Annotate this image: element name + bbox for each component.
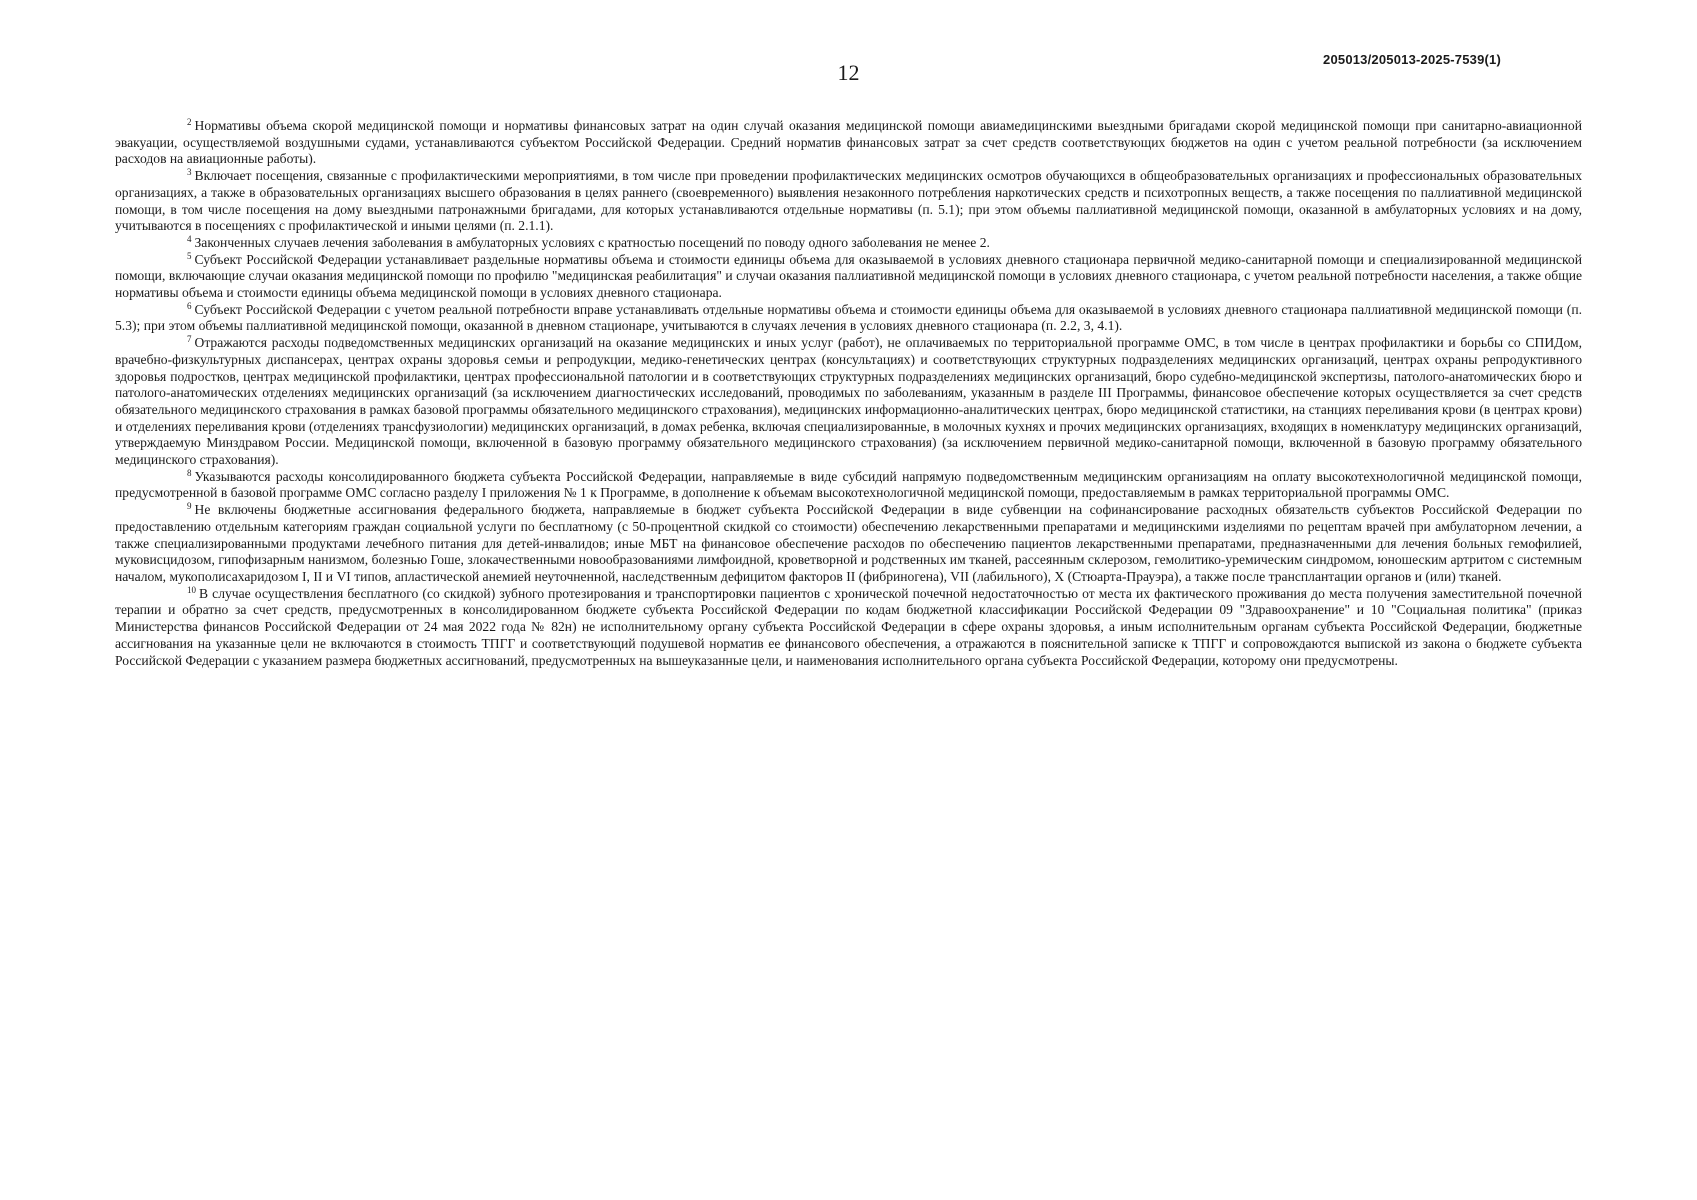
footnote-9 [115, 502, 1582, 586]
footnote-text: Субъект Российской Федерации с учетом реальной потребности вправе устанавливать отдельные нормативы объема и стоимости единицы объема для оказываемой в условиях дневного стационара паллиативной медицинской помощи (п. 5.3); при этом объемы паллиативной медицинской помощи, оказанной в дневном стационаре, учитываются в случаях лечения в условиях дневного стационара (п. 2.2, 3, 4.1). [115, 301, 1582, 334]
footnote-marker: 9 [187, 501, 192, 512]
footnote-text: Субъект Российской Федерации устанавливает раздельные нормативы объема и стоимости единицы объема для оказываемой в условиях дневного стационара первичной медико-санитарной помощи и специализированной медицинской помощи, включающие случаи оказания медицинской помощи по профилю "медицинская реабилитация" и случаи оказания паллиативной медицинской помощи в условиях дневного стационара, с учетом реальной потребности населения, а также общие нормативы объема и стоимости единицы объема медицинской помощи в условиях дневного стационара. [115, 251, 1582, 301]
footnote-8 [115, 469, 1582, 502]
document-id: 205013/205013-2025-7539(1) [1323, 52, 1501, 67]
footnote-marker: 10 [187, 584, 196, 595]
footnote-3 [115, 168, 1582, 235]
page-number: 12 [837, 60, 860, 85]
footnote-2 [115, 118, 1582, 168]
footnotes-section [115, 118, 1582, 669]
footnote-10 [115, 586, 1582, 670]
footnote-marker: 8 [187, 467, 192, 478]
footnote-5 [115, 252, 1582, 302]
footnote-marker: 4 [187, 233, 192, 244]
footnote-text: Указываются расходы консолидированного бюджета субъекта Российской Федерации, направляемые в виде субсидий напрямую подведомственным медицинским организациям на оплату высокотехнологичной медицинской помощи, предусмотренной в базовой программе ОМС согласно разделу I приложения № 1 к Программе, в дополнение к объемам высокотехнологичной медицинской помощи, предоставляемым в рамках территориальной программы ОМС. [115, 468, 1582, 501]
footnote-7 [115, 335, 1582, 469]
footnote-text: Включает посещения, связанные с профилактическими мероприятиями, в том числе при проведении профилактических медицинских осмотров обучающихся в общеобразовательных организациях и профессиональных образовательных организациях, а также в образовательных организациях высшего образования в целях раннего (своевременного) выявления незаконного потребления наркотических средств и психотропных веществ, а также посещения по паллиативной медицинской помощи, в том числе посещения на дому выездными патронажными бригадами, для которых устанавливаются отдельные нормативы (п. 5.1); при этом объемы паллиативной медицинской помощи, оказанной в амбулаторных условиях и на дому, учитываются в посещениях с профилактической и иными целями (п. 2.1.1). [115, 168, 1582, 234]
footnote-marker: 7 [187, 334, 192, 345]
footnote-text: В случае осуществления бесплатного (со скидкой) зубного протезирования и транспортировки пациентов с хронической почечной недостаточностью от места их фактического проживания до места получения заместительной почечной терапии и обратно за счет средств, предусмотренных в консолидированном бюджете субъекта Российской Федерации по кодам бюджетной классификации Российской Федерации 09 "Здравоохранение" и 10 "Социальная политика" (приказ Министерства финансов Российской Федерации от 24 мая 2022 года № 82н) не исполнительному органу субъекта Российской Федерации в сфере охраны здоровья, а иным исполнительным органам субъекта Российской Федерации, бюджетные ассигнования на указанные цели не включаются в стоимость ТПГГ и соответствующий подушевой норматив ее финансового обеспечения, а отражаются в пояснительной записке к ТПГГ и сопровождаются выпиской из закона о бюджете субъекта Российской Федерации с указанием размера бюджетных ассигнований, предусмотренных на вышеуказанные цели, и наименования исполнительного органа субъекта Российской Федерации, которому они предусмотрены. [115, 585, 1582, 668]
footnote-marker: 3 [187, 167, 192, 178]
footnote-marker: 6 [187, 300, 192, 311]
footnote-marker: 5 [187, 250, 192, 261]
footnote-4 [115, 235, 1582, 252]
footnote-6 [115, 302, 1582, 335]
footnote-text: Отражаются расходы подведомственных медицинских организаций на оказание медицинских и иных услуг (работ), не оплачиваемых по территориальной программе ОМС, в том числе в центрах профилактики и борьбы со СПИДом, врачебно-физкультурных диспансерах, центрах охраны здоровья семьи и репродукции, медико-генетических центрах (консультациях) и соответствующих структурных подразделениях медицинских организаций, центрах охраны репродуктивного здоровья подростков, центрах медицинской профилактики, центрах профессиональной патологии и в соответствующих структурных подразделениях медицинских организаций, бюро судебно-медицинской экспертизы, патолого-анатомических бюро и патолого-анатомических отделениях медицинских организаций (за исключением диагностических исследований, проводимых по заболеваниям, указанным в разделе III Программы, финансовое обеспечение которых осуществляется за счет средств обязательного медицинского страхования в рамках базовой программы обязательного медицинского страхования), медицинских информационно-аналитических центрах, бюро медицинской статистики, на станциях переливания крови (в центрах крови) и отделениях переливания крови (отделениях трансфузиологии) медицинских организаций, в домах ребенка, включая специализированные, в молочных кухнях и прочих медицинских организациях, входящих в номенклатуру медицинских организаций, утверждаемую Минздравом России. Медицинской помощи, включенной в базовую программу обязательного медицинского страхования) (за исключением первичной медико-санитарной помощи, включенной в базовую программу обязательного медицинского страхования). [115, 335, 1582, 468]
footnote-marker: 2 [187, 117, 192, 127]
footnote-text: Законченных случаев лечения заболевания в амбулаторных условиях с кратностью посещений по поводу одного заболевания не менее 2. [194, 234, 990, 250]
footnote-text: Не включены бюджетные ассигнования федерального бюджета, направляемые в бюджет субъекта Российской Федерации в виде субвенции на софинансирование расходных обязательств субъектов Российской Федерации по предоставлению отдельным категориям граждан социальной услуги по бесплатному (с 50-процентной скидкой со стоимости) обеспечению лекарственными препаратами и медицинскими изделиями по рецептам врачей при амбулаторном лечении, а также специализированными продуктами лечебного питания для детей-инвалидов; иные МБТ на финансовое обеспечение расходов по обеспечению пациентов лекарственными препаратами, предназначенными для лечения больных гемофилией, муковисцидозом, гипофизарным нанизмом, болезнью Гоше, злокачественными новообразованиями лимфоидной, кроветворной и родственных им тканей, рассеянным склерозом, гемолитико-уремическим синдромом, юношеским артритом с системным началом, мукополисахаридозом I, II и VI типов, апластической анемией неуточненной, наследственным дефицитом факторов II (фибриногена), VII (лабильного), X (Стюарта-Прауэра), а также после трансплантации органов и (или) тканей. [115, 502, 1582, 584]
footnote-text: Нормативы объема скорой медицинской помощи и нормативы финансовых затрат на один случай оказания медицинской помощи авиамедицинскими выездными бригадами скорой медицинской помощи при санитарно-авиационной эвакуации, осуществляемой воздушными судами, устанавливаются субъектом Российской Федерации. Средний норматив финансовых затрат за счет средств соответствующих бюджетов на один с учетом реальной потребности (за исключением расходов на авиационные работы). [115, 118, 1582, 167]
